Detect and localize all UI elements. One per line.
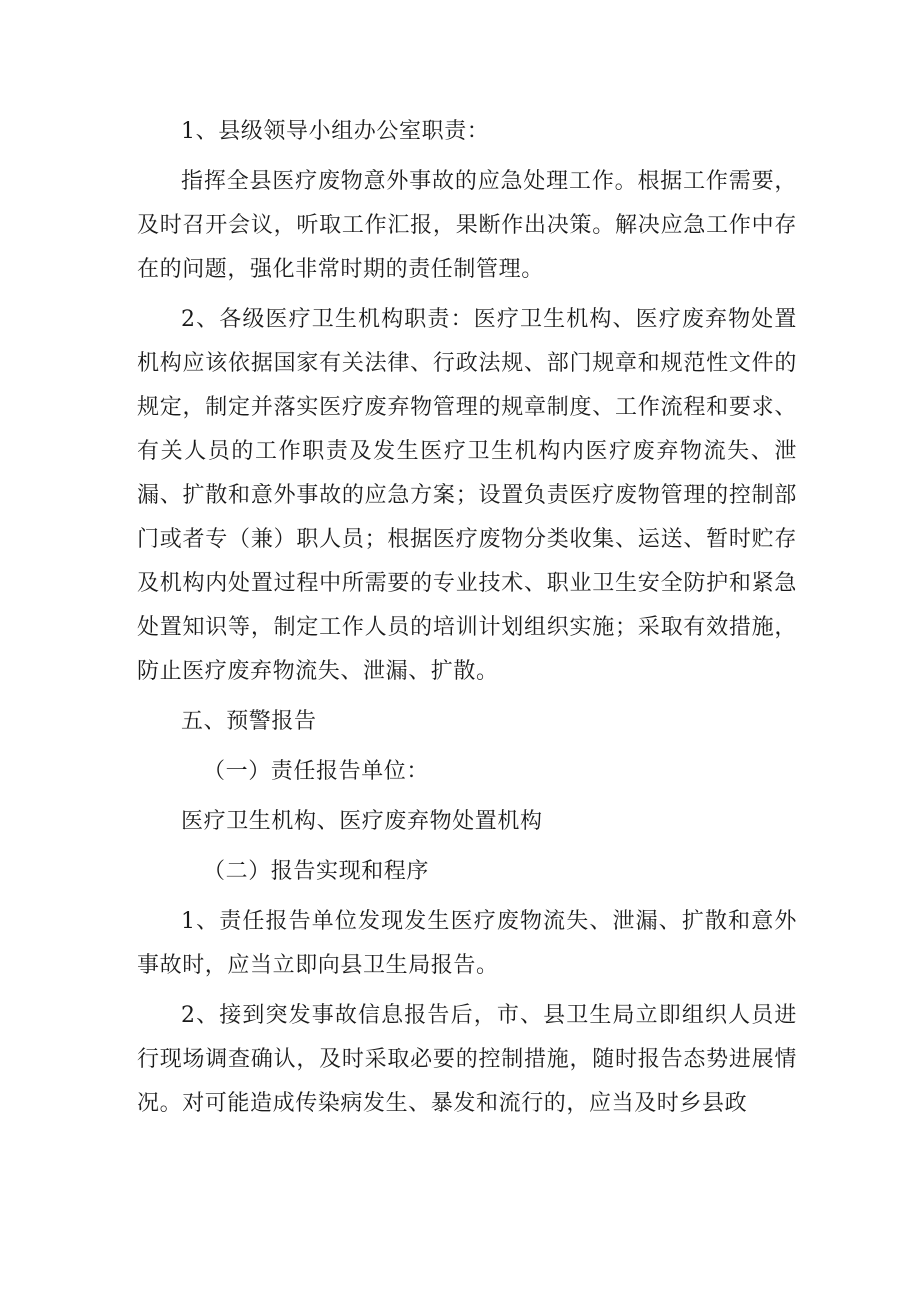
document-body: [137, 110, 797, 1126]
paragraph-medical-institution-duties: 2、各级医疗卫生机构职责：医疗卫生机构、医疗废弃物处置机构应该依据国家有关法律、行政法规、部门规章和规范性文件的规定，制定并落实医疗废弃物管理的规章制度、工作流程和要求、有关人员的工作职责及发生医疗卫生机构内医疗废弃物流失、泄漏、扩散和意外事故的应急方案；设置负责医疗废物管理的控制部门或者专（兼）职人员；根据医疗废物分类收集、运送、暂时贮存及机构内处置过程中所需要的专业技术、职业卫生安全防护和紧急处置知识等，制定工作人员的培训计划组织实施；采取有效措施，防止医疗废弃物流失、泄漏、扩散。: [137, 307, 797, 684]
paragraph-county-office-duties-heading: 1、县级领导小组办公室职责：: [181, 119, 490, 144]
section-heading-warning-report: 五、预警报告: [181, 709, 317, 734]
subheading-report-procedure: （二）报告实现和程序: [203, 859, 430, 884]
paragraph-county-office-duties: 指挥全县医疗废物意外事故的应急处理工作。根据工作需要，及时召开会议，听取工作汇报，果断作出决策。解决应急工作中存在的问题，强化非常时期的责任制管理。: [137, 169, 797, 282]
paragraph-report-procedure-1: 1、责任报告单位发现发生医疗废物流失、泄漏、扩散和意外事故时，应当立即向县卫生局报告。: [137, 909, 797, 978]
subheading-responsible-units: （一）责任报告单位：: [203, 759, 430, 784]
paragraph-report-procedure-2: 2、接到突发事故信息报告后，市、县卫生局立即组织人员进行现场调查确认，及时采取必要的控制措施，随时报告态势进展情况。对可能造成传染病发生、暴发和流行的，应当及时乡县政: [137, 1003, 797, 1116]
paragraph-responsible-units: 医疗卫生机构、医疗废弃物处置机构: [181, 809, 543, 834]
